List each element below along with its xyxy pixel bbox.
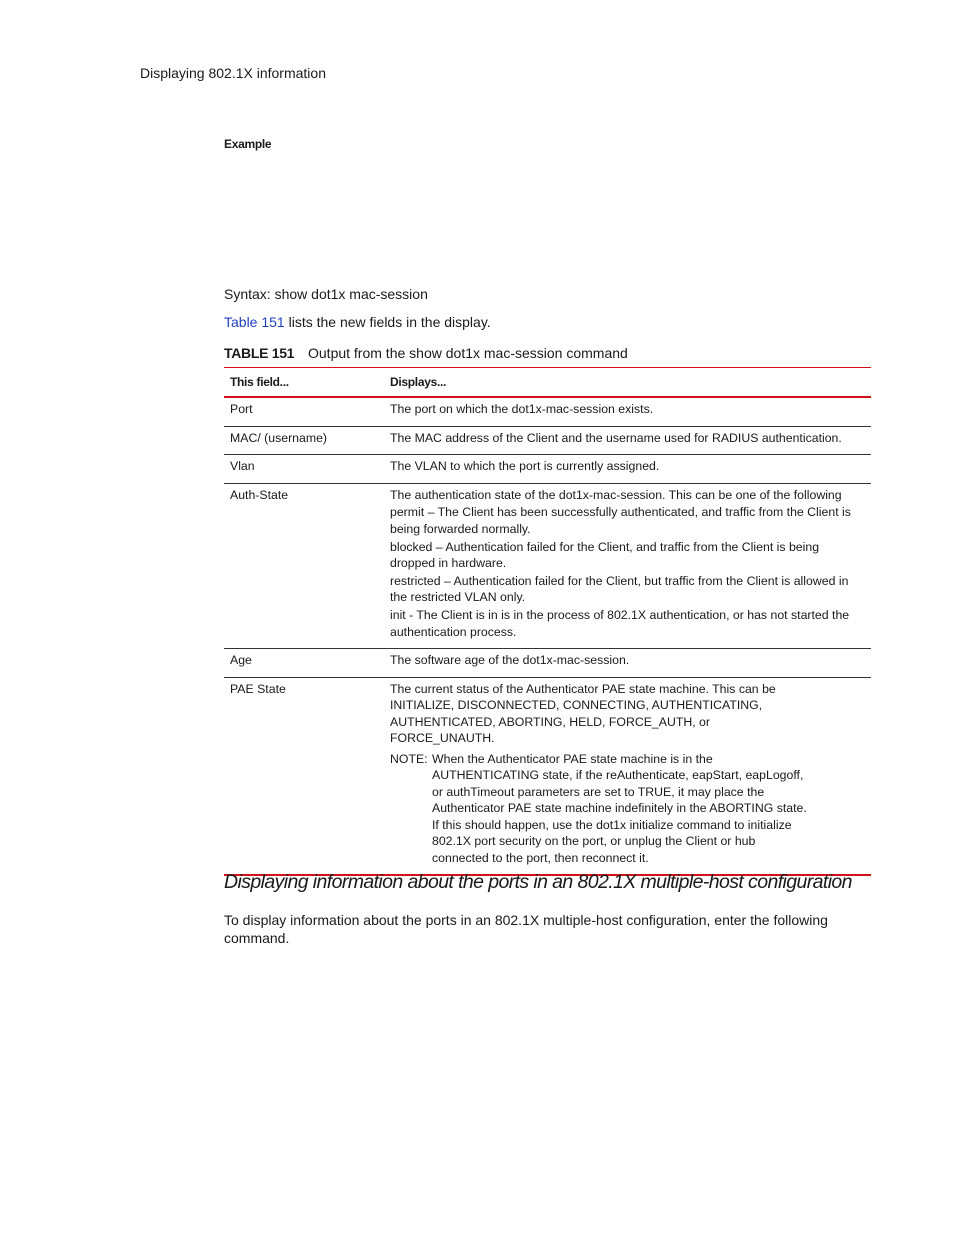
field-name: PAE State [230, 681, 286, 696]
section-paragraph: To display information about the ports in an 802.1X multiple-host configuration, enter the following command. [224, 912, 828, 946]
header-displays: Displays... [390, 375, 447, 389]
field-description [390, 484, 871, 649]
table-row [224, 455, 871, 484]
table-header-row [224, 368, 871, 396]
intro-text: lists the new fields in the display. [284, 314, 491, 330]
description-line: The current status of the Authenticator PAE state machine. This can be INITIALIZE, DISCONNECTED, CONNECTING, AUTHENTICATING, AUTHENTICATED, ABORTING, HELD, FORCE_AUTH, or FORCE_UNAUTH. [390, 681, 776, 746]
table-row [224, 427, 871, 456]
table-caption [224, 345, 628, 361]
description-line: permit – The Client has been successfully authenticated, and traffic from the Client is being forwarded normally. [390, 505, 851, 536]
note-text: When the Authenticator PAE state machine is in the AUTHENTICATING state, if the reAuthenticate, eapStart, eapLogoff, or authTimeout parameters are set to TRUE, it may place the Authenticator PAE state machine indefinitely in the ABORTING state. If this should happen, use the dot1x initialize command to initialize 802.1X port security on the port, or unplug the Client or hub connected to the port, then reconnect it. [432, 751, 807, 865]
field-name: Age [230, 653, 252, 668]
description-line: init - The Client is in is in the process of 802.1X authentication, or has not started the authentication process. [390, 608, 850, 639]
running-header: Displaying 802.1X information [140, 65, 326, 81]
table-row [224, 649, 871, 678]
description-line: The MAC address of the Client and the username used for RADIUS authentication. [390, 430, 842, 445]
syntax-line: Syntax: show dot1x mac-session [224, 286, 428, 302]
field-name: MAC/ (username) [230, 430, 328, 445]
output-fields-table [224, 367, 871, 876]
note-label: NOTE: [390, 751, 428, 766]
caption-pre: Output from the [308, 345, 410, 361]
table-reference-link[interactable]: Table 151 [224, 314, 285, 330]
description-line: The software age of the dot1x-mac-session. [390, 653, 630, 668]
description-line: blocked – Authentication failed for the Client, and traffic from the Client is being dropped in hardware. [390, 539, 820, 571]
table-row [224, 678, 871, 875]
field-description [390, 649, 871, 677]
section-heading: Displaying information about the ports in an 802.1X multiple-host configuration [224, 871, 852, 893]
field-name: Port [230, 402, 253, 416]
description-line: The VLAN to which the port is currently assigned. [390, 459, 660, 473]
table-row [224, 398, 871, 427]
description-line: The authentication state of the dot1x-mac-session. This can be one of the following [390, 487, 842, 502]
field-description [390, 455, 871, 483]
field-description [390, 678, 871, 875]
description-line: restricted – Authentication failed for the Client, but traffic from the Client is allowed in the restricted VLAN only. [390, 573, 849, 605]
header-field: This field... [230, 375, 289, 389]
field-description [390, 398, 871, 426]
table-row [224, 484, 871, 650]
field-name: Vlan [230, 459, 255, 473]
description-line: The port on which the dot1x-mac-session exists. [390, 402, 654, 416]
field-description [390, 427, 871, 455]
example-label: Example [224, 137, 272, 151]
caption-command: show dot1x mac-session [409, 345, 563, 361]
table-number: TABLE 151 [224, 345, 295, 361]
field-name: Auth-State [230, 487, 289, 502]
caption-post: command [562, 345, 628, 361]
intro-paragraph [224, 314, 491, 330]
note-block [390, 751, 865, 867]
